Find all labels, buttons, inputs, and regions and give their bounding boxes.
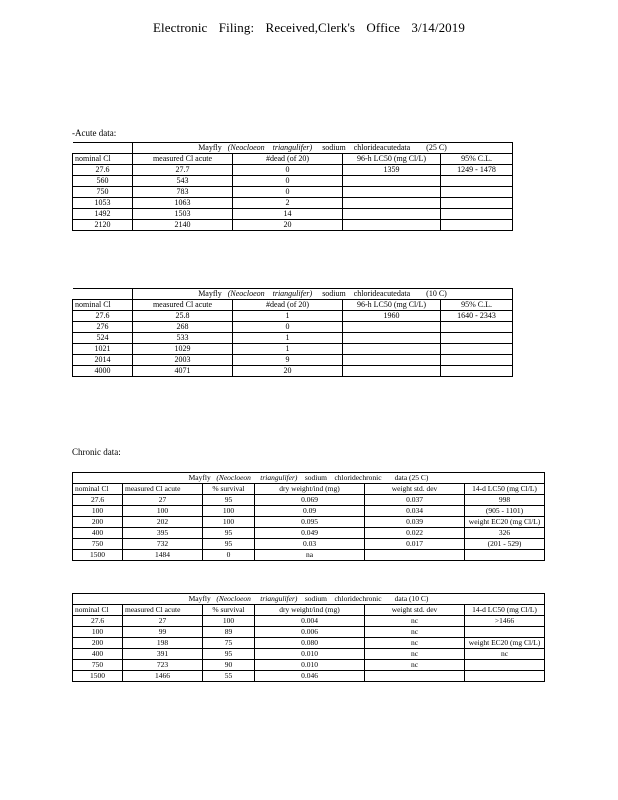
table-cell: 395 [123, 528, 203, 539]
table-cell: 95 [203, 528, 255, 539]
table-cell: 0.034 [365, 506, 465, 517]
table-row [73, 660, 545, 671]
column-header: 95% C.L. [441, 154, 513, 165]
table-cell: 95 [203, 495, 255, 506]
table-cell [343, 187, 441, 198]
table-cell [441, 198, 513, 209]
page-header [0, 20, 618, 36]
table-cell [465, 671, 545, 682]
table-cell: 2003 [133, 355, 233, 366]
table-cell: 75 [203, 638, 255, 649]
table-cell: 1053 [73, 198, 133, 209]
table-cell: 524 [73, 333, 133, 344]
chronic-10c-title: Mayfly (Neocloeon triangulifer) sodium chloridechronic data (10 C) [73, 594, 545, 605]
table-cell [343, 322, 441, 333]
table-cell: 27.6 [73, 616, 123, 627]
table-cell: 100 [203, 506, 255, 517]
table-cell [343, 220, 441, 231]
table-cell: 1500 [73, 671, 123, 682]
table-cell [343, 176, 441, 187]
table-cell: 100 [73, 506, 123, 517]
column-header: % survival [203, 484, 255, 495]
table-cell: 0.004 [255, 616, 365, 627]
acute-25c-body [73, 165, 513, 231]
column-header: % survival [203, 605, 255, 616]
table-row [73, 355, 513, 366]
table-cell: 1 [233, 311, 343, 322]
table-cell: 90 [203, 660, 255, 671]
table-cell [365, 671, 465, 682]
table-row [73, 187, 513, 198]
acute-data-label: -Acute data: [72, 128, 117, 138]
table-cell: 1021 [73, 344, 133, 355]
table-cell: 27.6 [73, 311, 133, 322]
table-cell: 0.022 [365, 528, 465, 539]
chronic-25c-title: Mayfly (Neocloeon triangulifer) sodium chloridechronic data (25 C) [73, 473, 545, 484]
table-row [73, 550, 545, 561]
table-row [73, 220, 513, 231]
column-header: 14-d LC50 (mg Cl/L) [465, 605, 545, 616]
table-cell: nc [365, 638, 465, 649]
table-cell: weight EC20 (mg Cl/L) [465, 517, 545, 528]
table-cell: 1063 [133, 198, 233, 209]
table-cell: 20 [233, 220, 343, 231]
table-row [73, 311, 513, 322]
table-cell [441, 366, 513, 377]
table-cell: 533 [133, 333, 233, 344]
chronic-10c-body [73, 616, 545, 682]
table-cell: 2 [233, 198, 343, 209]
table-cell: 326 [465, 528, 545, 539]
table-cell: 200 [73, 517, 123, 528]
table-cell: 4071 [133, 366, 233, 377]
header-filing: Filing: [218, 20, 255, 35]
table-row [73, 366, 513, 377]
table-cell: 27.6 [73, 495, 123, 506]
table-cell: 0.006 [255, 627, 365, 638]
table-cell [343, 333, 441, 344]
table-row [73, 616, 545, 627]
table-cell: 0.037 [365, 495, 465, 506]
table-cell [441, 220, 513, 231]
column-header: nominal Cl [73, 300, 133, 311]
chronic-25c-table [72, 472, 545, 561]
table-cell: 4000 [73, 366, 133, 377]
acute-10c-title-row [73, 289, 513, 300]
table-cell: 1484 [123, 550, 203, 561]
table-cell: 27 [123, 616, 203, 627]
table-cell: (201 - 529) [465, 539, 545, 550]
table-cell: na [255, 550, 365, 561]
column-header: nominal Cl [73, 154, 133, 165]
table-cell: 0.080 [255, 638, 365, 649]
table-cell: 0.039 [365, 517, 465, 528]
table-cell: 1249 - 1478 [441, 165, 513, 176]
column-header: dry weight/ind (mg) [255, 605, 365, 616]
table-cell [343, 355, 441, 366]
table-cell: 750 [73, 660, 123, 671]
table-cell: 1500 [73, 550, 123, 561]
table-cell [441, 333, 513, 344]
acute-10c-title: Mayfly (Neocloeon triangulifer) sodium chlorideacutedata (10 C) [133, 289, 513, 300]
table-row [73, 165, 513, 176]
table-cell: 391 [123, 649, 203, 660]
table-row [73, 495, 545, 506]
table-row [73, 671, 545, 682]
table-cell: 95 [203, 649, 255, 660]
header-electronic: Electronic [153, 20, 208, 35]
table-cell [441, 176, 513, 187]
table-cell: 0.069 [255, 495, 365, 506]
table-row [73, 209, 513, 220]
table-cell: 783 [133, 187, 233, 198]
table-row [73, 198, 513, 209]
column-header: measured Cl acute [133, 300, 233, 311]
table-cell [441, 344, 513, 355]
table-cell: 750 [73, 187, 133, 198]
acute-10c-header-row [73, 300, 513, 311]
header-date: 3/14/2019 [411, 20, 465, 35]
table-cell [465, 627, 545, 638]
table-cell: 268 [133, 322, 233, 333]
table-cell [465, 660, 545, 671]
column-header: measured Cl acute [123, 484, 203, 495]
chronic-data-label: Chronic data: [72, 447, 121, 457]
table-cell: 2120 [73, 220, 133, 231]
table-cell: 0.046 [255, 671, 365, 682]
table-cell [465, 550, 545, 561]
table-cell: 1029 [133, 344, 233, 355]
column-header: #dead (of 20) [233, 300, 343, 311]
table-cell: 14 [233, 209, 343, 220]
table-cell: 0 [233, 322, 343, 333]
table-cell: 100 [203, 517, 255, 528]
table-row [73, 638, 545, 649]
column-header: measured Cl acute [123, 605, 203, 616]
table-cell: 0.010 [255, 660, 365, 671]
table-cell [441, 187, 513, 198]
column-header: 96-h LC50 (mg Cl/L) [343, 300, 441, 311]
table-cell [441, 322, 513, 333]
column-header: weight std. dev [365, 605, 465, 616]
table-cell: 89 [203, 627, 255, 638]
header-received: Received,Clerk's [265, 20, 356, 35]
acute-25c-header-row [73, 154, 513, 165]
table-cell: nc [365, 616, 465, 627]
column-header: nominal Cl [73, 484, 123, 495]
table-cell: 1 [233, 344, 343, 355]
table-cell: 100 [73, 627, 123, 638]
table-cell [441, 355, 513, 366]
table-cell: nc [465, 649, 545, 660]
column-header: 96-h LC50 (mg Cl/L) [343, 154, 441, 165]
table-cell: 27 [123, 495, 203, 506]
table-cell: >1466 [465, 616, 545, 627]
table-cell: 55 [203, 671, 255, 682]
table-cell: 202 [123, 517, 203, 528]
acute-25c-title: Mayfly (Neocloeon triangulifer) sodium chlorideacutedata (25 C) [133, 143, 513, 154]
table-cell: 1640 - 2343 [441, 311, 513, 322]
table-cell: 723 [123, 660, 203, 671]
table-cell: nc [365, 627, 465, 638]
acute-25c-table [72, 142, 513, 231]
table-row [73, 539, 545, 550]
table-cell: nc [365, 649, 465, 660]
column-header: 95% C.L. [441, 300, 513, 311]
table-cell: 9 [233, 355, 343, 366]
table-row [73, 506, 545, 517]
table-cell: 20 [233, 366, 343, 377]
table-row [73, 333, 513, 344]
chronic-25c-header-row [73, 484, 545, 495]
chronic-10c-table [72, 593, 545, 682]
acute-10c-body [73, 311, 513, 377]
table-cell: 560 [73, 176, 133, 187]
table-cell [343, 366, 441, 377]
chronic-10c-title-row [73, 594, 545, 605]
table-cell: 2140 [133, 220, 233, 231]
table-cell: 95 [203, 539, 255, 550]
table-cell: 732 [123, 539, 203, 550]
table-cell: 543 [133, 176, 233, 187]
table-cell: 99 [123, 627, 203, 638]
table-cell: 2014 [73, 355, 133, 366]
table-row [73, 322, 513, 333]
table-cell: 0.010 [255, 649, 365, 660]
table-cell: 0 [203, 550, 255, 561]
table-cell: 1960 [343, 311, 441, 322]
table-cell [343, 209, 441, 220]
chronic-10c-header-row [73, 605, 545, 616]
table-cell: (905 - 1101) [465, 506, 545, 517]
table-cell [365, 550, 465, 561]
table-cell: 0 [233, 187, 343, 198]
table-cell: 998 [465, 495, 545, 506]
table-row [73, 517, 545, 528]
table-cell: 400 [73, 649, 123, 660]
table-cell: 200 [73, 638, 123, 649]
table-cell: 27.6 [73, 165, 133, 176]
table-cell: 1503 [133, 209, 233, 220]
table-cell: 0.017 [365, 539, 465, 550]
table-cell: 400 [73, 528, 123, 539]
table-cell [343, 198, 441, 209]
chronic-25c-body [73, 495, 545, 561]
table-cell: 198 [123, 638, 203, 649]
column-header: nominal Cl [73, 605, 123, 616]
table-cell: weight EC20 (mg Cl/L) [465, 638, 545, 649]
table-cell: 100 [123, 506, 203, 517]
acute-25c-title-row [73, 143, 513, 154]
table-cell: 27.7 [133, 165, 233, 176]
column-header: dry weight/ind (mg) [255, 484, 365, 495]
column-header: weight std. dev [365, 484, 465, 495]
table-cell: 276 [73, 322, 133, 333]
table-row [73, 344, 513, 355]
table-cell: 1466 [123, 671, 203, 682]
table-cell: 0.03 [255, 539, 365, 550]
header-office: Office [366, 20, 400, 35]
table-cell: 1359 [343, 165, 441, 176]
table-row [73, 528, 545, 539]
table-cell: 0 [233, 165, 343, 176]
table-row [73, 649, 545, 660]
table-cell: 1492 [73, 209, 133, 220]
table-row [73, 627, 545, 638]
table-cell: 100 [203, 616, 255, 627]
table-cell: 0.095 [255, 517, 365, 528]
column-header: measured Cl acute [133, 154, 233, 165]
table-cell: 0 [233, 176, 343, 187]
table-cell: 0.049 [255, 528, 365, 539]
column-header: 14-d LC50 (mg Cl/L) [465, 484, 545, 495]
table-cell [343, 344, 441, 355]
table-row [73, 176, 513, 187]
table-cell: 750 [73, 539, 123, 550]
acute-10c-table [72, 288, 513, 377]
table-cell: 0.09 [255, 506, 365, 517]
table-cell [441, 209, 513, 220]
column-header: #dead (of 20) [233, 154, 343, 165]
chronic-25c-title-row [73, 473, 545, 484]
table-cell: 25.8 [133, 311, 233, 322]
table-cell: nc [365, 660, 465, 671]
table-cell: 1 [233, 333, 343, 344]
